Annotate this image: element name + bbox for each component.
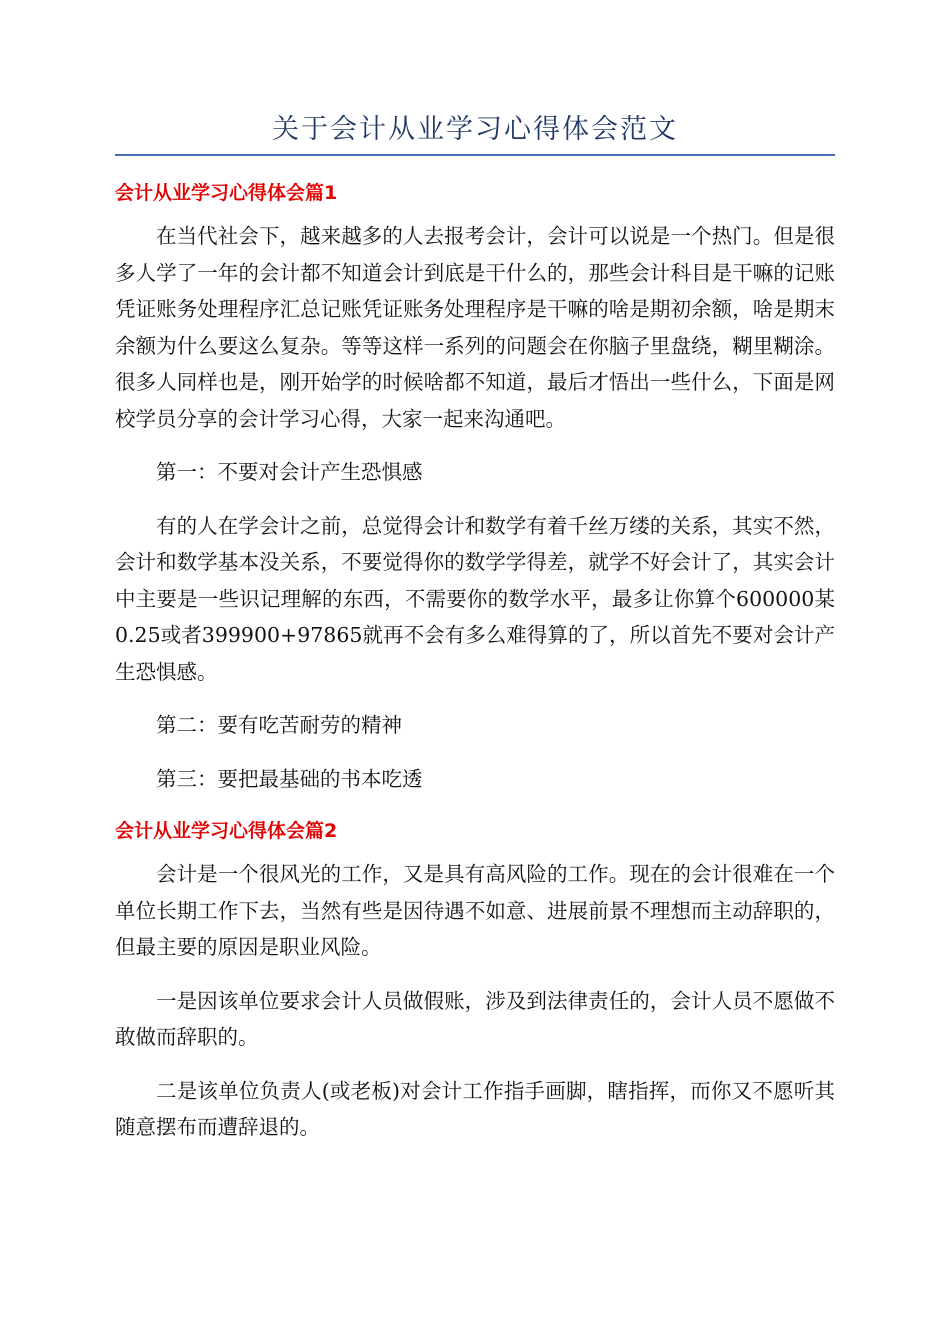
section-heading-2: 会计从业学习心得体会篇2 <box>115 820 338 842</box>
point-heading: 第三：要把最基础的书本吃透 <box>156 766 423 791</box>
point-heading: 第二：要有吃苦耐劳的精神 <box>156 713 402 737</box>
section-heading-1: 会计从业学习心得体会篇1 <box>115 182 338 204</box>
paragraph: 会计是一个很风光的工作，又是具有高风险的工作。现在的会计很难在一个单位长期工作下去，当然有些是因待遇不如意、进展前景不理想而主动辞职的，但最主要的原因是职业风险。 <box>115 862 835 959</box>
paragraph: 在当代社会下，越来越多的人去报考会计，会计可以说是一个热门。但是很多人学了一年的会计都不知道会计到底是干什么的，那些会计科目是干嘛的记账凭证账务处理程序汇总记账凭证账务处理程序是干嘛的啥是期初余额，啥是期末余额为什么要这么复杂。等等这样一系列的问题会在你脑子里盘绕，糊里糊涂。很多人同样也是，刚开始学的时候啥都不知道，最后才悟出一些什么，下面是网校学员分享的会计学习心得，大家一起来沟通吧。 <box>115 224 835 431</box>
point-heading: 第一：不要对会计产生恐惧感 <box>156 460 423 484</box>
paragraph: 一是因该单位要求会计人员做假账，涉及到法律责任的，会计人员不愿做不敢做而辞职的。 <box>115 988 835 1049</box>
document-body <box>115 176 835 1146</box>
paragraph: 二是该单位负责人(或老板)对会计工作指手画脚，瞎指挥，而你又不愿听其随意摆布而遭辞退的。 <box>115 1078 835 1139</box>
paragraph: 有的人在学会计之前，总觉得会计和数学有着千丝万缕的关系，其实不然，会计和数学基本没关系，不要觉得你的数学学得差，就学不好会计了，其实会计中主要是一些识记理解的东西，不需要你的数学水平，最多让你算个600000某0.25或者399900+97865就再不会有多么难得算的了，所以首先不要对会计产生恐惧感。 <box>115 513 835 684</box>
document-title: 关于会计从业学习心得体会范文 <box>272 114 678 145</box>
title-underline <box>115 154 835 156</box>
